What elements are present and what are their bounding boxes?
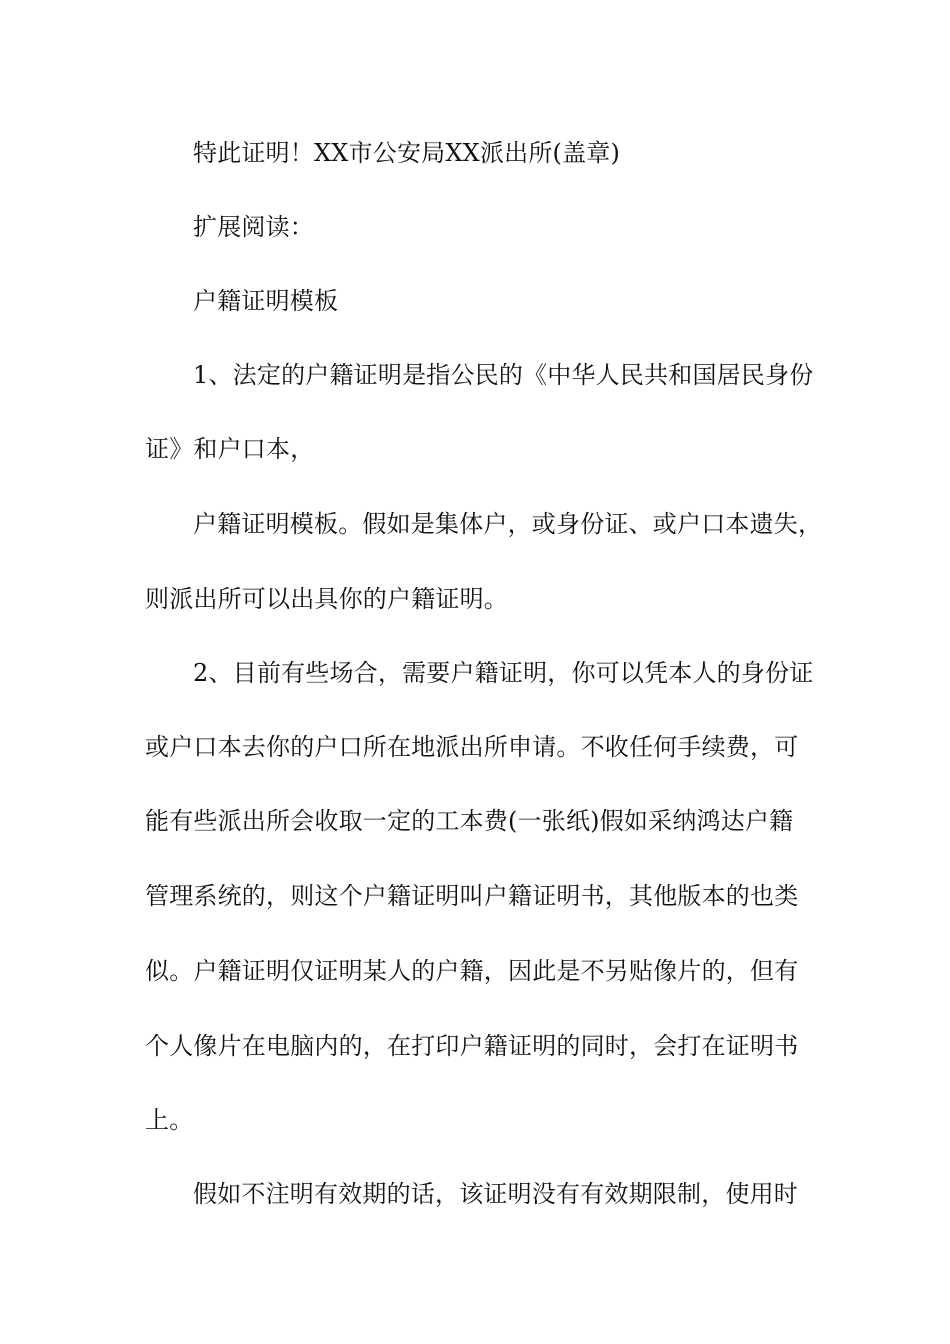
certification-closing-line: 特此证明！XX市公安局XX派出所(盖章) [193, 139, 621, 167]
paragraph-3-line-5: 似。户籍证明仅证明某人的户籍，因此是不另贴像片的，但有 [145, 957, 799, 985]
extended-reading-label: 扩展阅读： [193, 213, 314, 241]
paragraph-2-line-2: 则派出所可以出具你的户籍证明。 [145, 585, 508, 613]
paragraph-3-line-3: 能有些派出所会收取一定的工本费(一张纸)假如采纳鸿达户籍 [145, 807, 794, 835]
section-heading: 户籍证明模板 [193, 287, 339, 315]
paragraph-3-line-2: 或户口本去你的户口所在地派出所申请。不收任何手续费，可 [145, 733, 799, 761]
paragraph-3-line-7: 上。 [145, 1106, 194, 1134]
paragraph-3-line-4: 管理系统的，则这个户籍证明叫户籍证明书，其他版本的也类 [145, 882, 799, 910]
paragraph-1-line-2: 证》和户口本， [145, 435, 315, 463]
paragraph-4-line-1: 假如不注明有效期的话，该证明没有有效期限制，使用时 [193, 1180, 798, 1208]
paragraph-1-line-1: 1、法定的户籍证明是指公民的《中华人民共和国居民身份 [193, 361, 814, 389]
paragraph-3-line-6: 个人像片在电脑内的，在打印户籍证明的同时，会打在证明书 [145, 1032, 799, 1060]
paragraph-3-line-1: 2、目前有些场合，需要户籍证明，你可以凭本人的身份证 [193, 659, 814, 687]
paragraph-2-line-1: 户籍证明模板。假如是集体户，或身份证、或户口本遗失， [193, 510, 823, 538]
